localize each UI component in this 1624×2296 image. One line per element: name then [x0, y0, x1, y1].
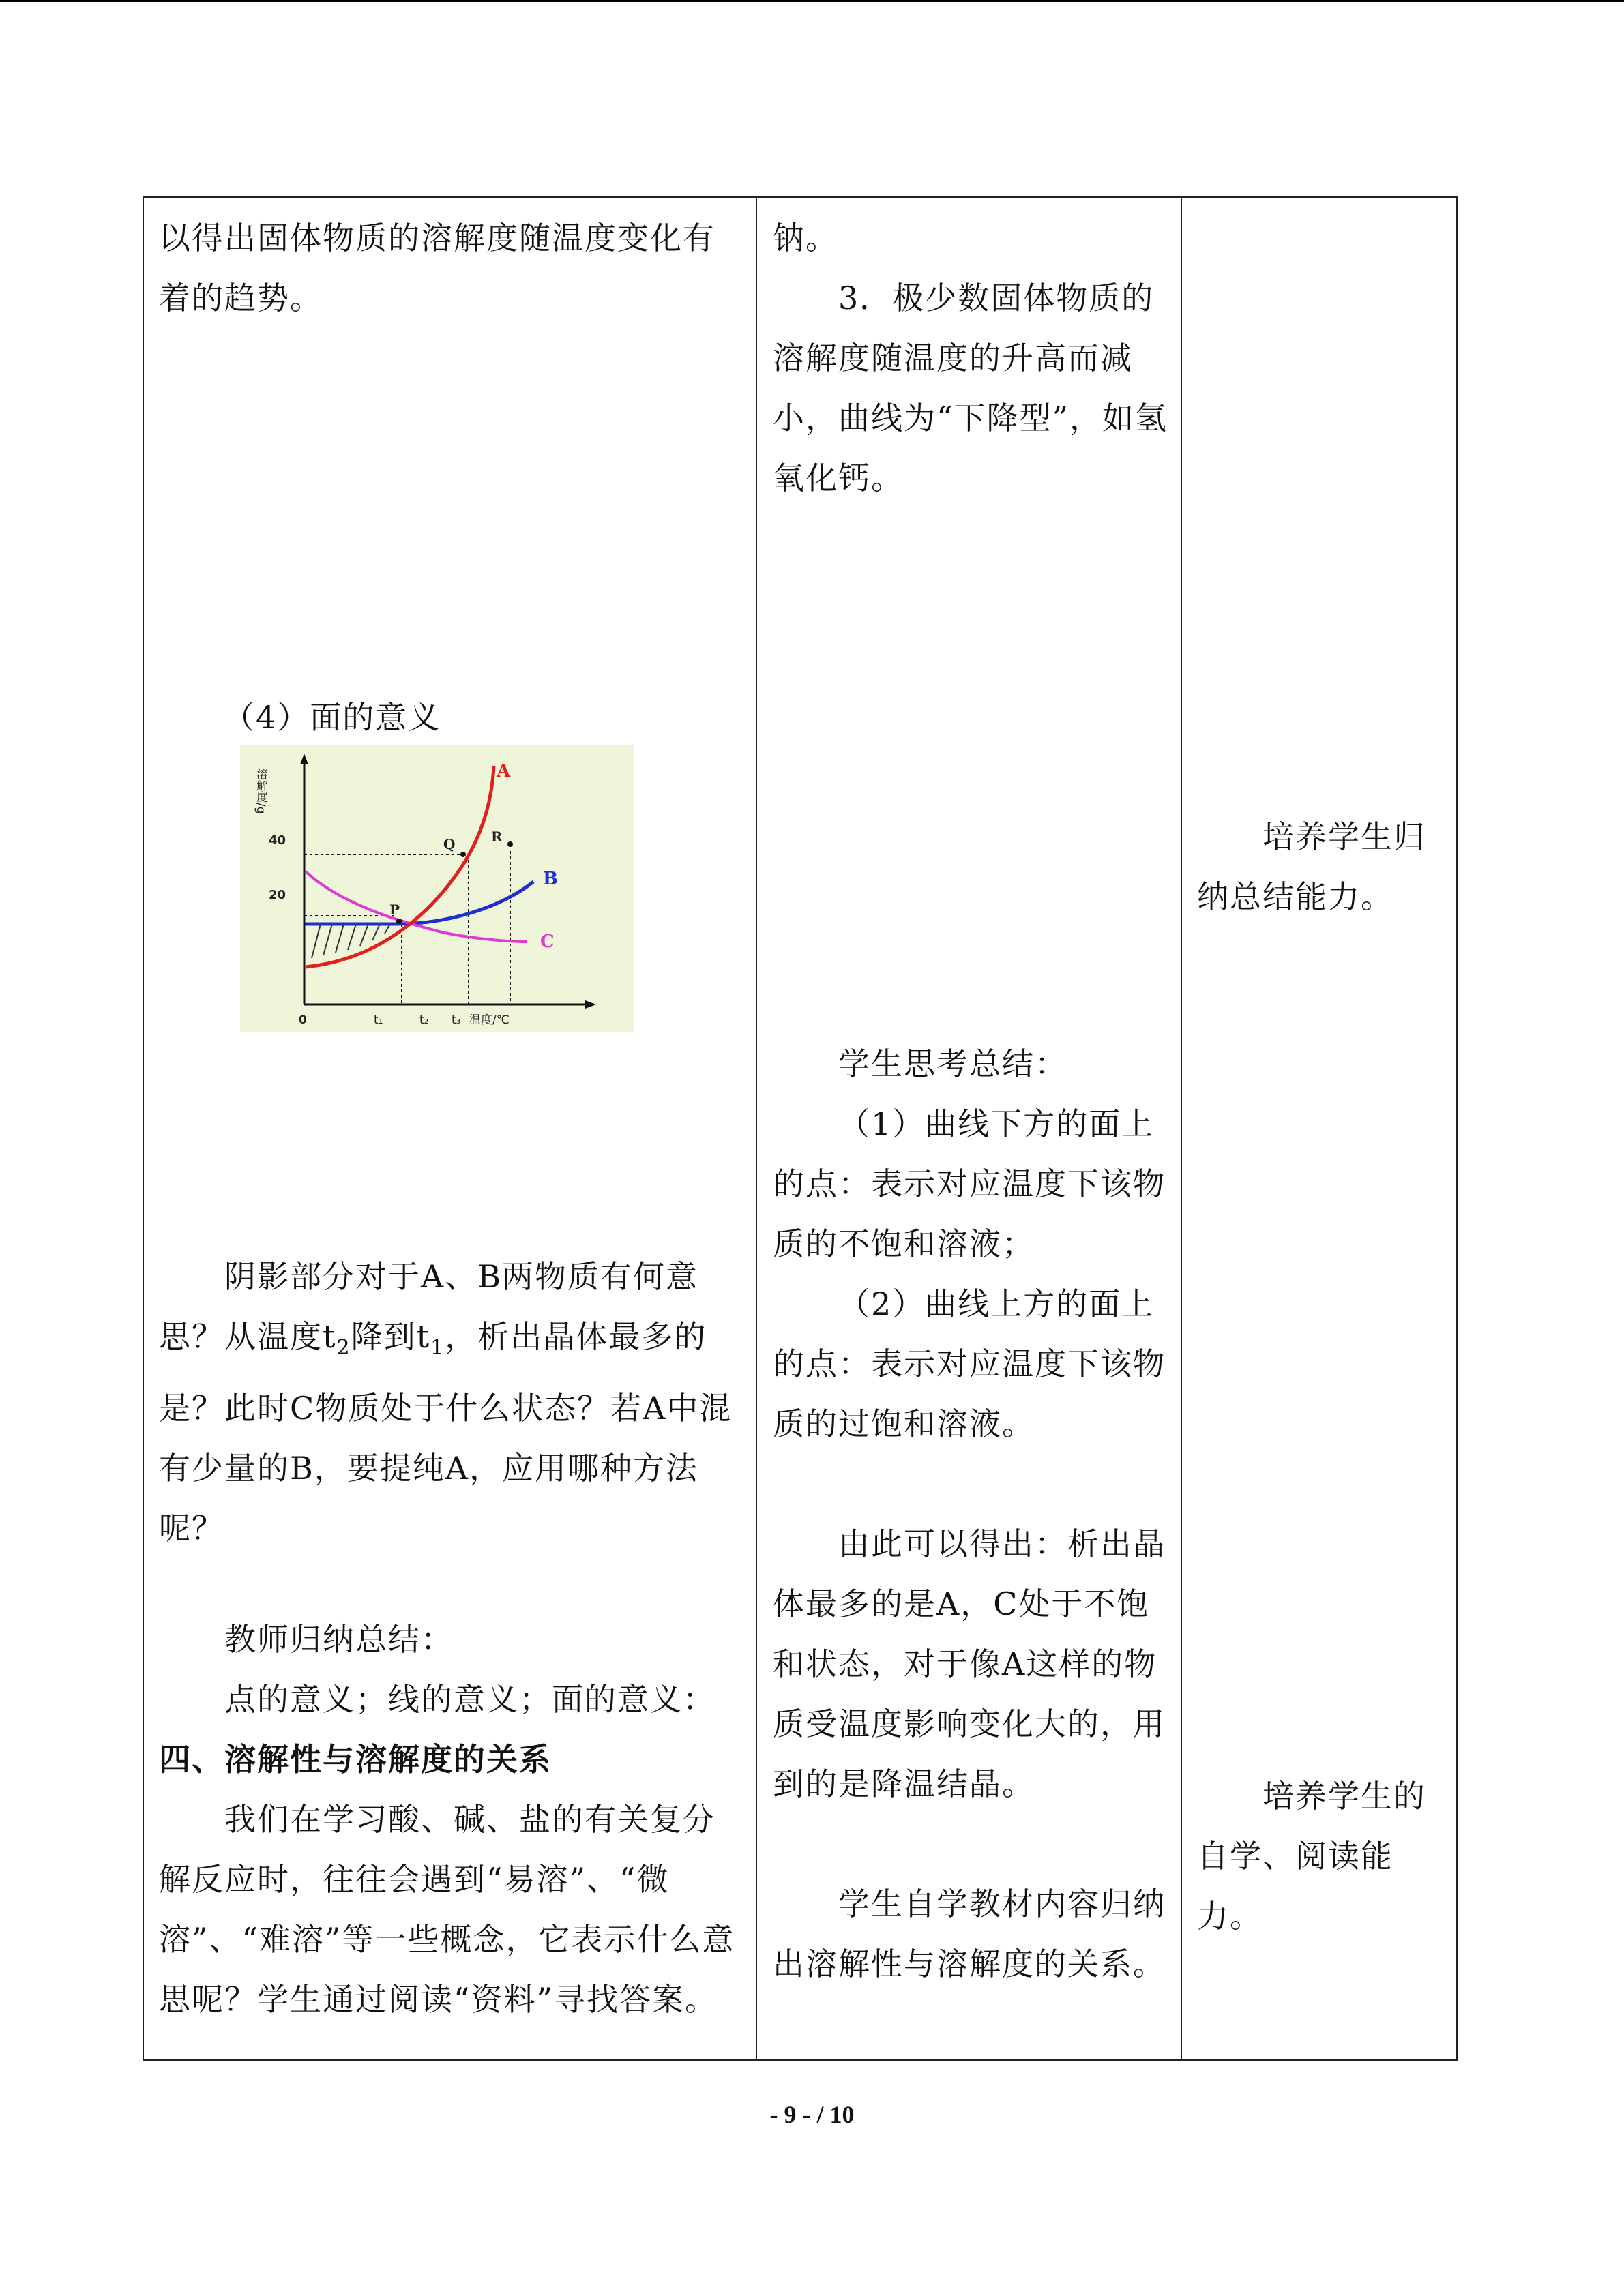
paragraph: 由此可以得出：析出晶体最多的是A，C处于不饱和状态，对于像A这样的物质受温度影响变化大的，用到的是降温结晶。: [773, 1525, 1166, 1802]
point-r: [507, 841, 513, 847]
paragraph: 培养学生的自学、阅读能力。: [1197, 1778, 1426, 1935]
lesson-table: [143, 196, 1458, 2061]
question-paragraph: [159, 1247, 747, 1558]
point-p: [396, 919, 402, 924]
question-text: 降到t: [351, 1318, 431, 1355]
design-intent-column: [1182, 198, 1459, 2059]
question-text: 阴影部分对于A、B两物质有何意思？从温度t: [159, 1258, 699, 1355]
x-tick-label: t₃: [452, 1013, 461, 1027]
point-label: R: [491, 829, 503, 845]
paragraph: 我们在学习酸、碱、盐的有关复分解反应时，往往会遇到“易溶”、“微溶”、“难溶”等一些概念，它表示什么意思呢？学生通过阅读“资料”寻找答案。: [159, 1801, 735, 2018]
paragraph: 3．极少数固体物质的溶解度随温度的升高而减小，曲线为“下降型”，如氢氧化钙。: [773, 280, 1168, 496]
paragraph: 点的意义；线的意义；面的意义：: [224, 1681, 715, 1718]
paragraph: 学生思考总结：: [838, 1045, 1067, 1082]
point-label: P: [389, 901, 400, 918]
series-label-b: B: [543, 869, 558, 889]
student-activity-column: [757, 198, 1181, 2059]
x-tick-label: t₂: [419, 1013, 429, 1027]
x-tick-label: 0: [299, 1013, 307, 1027]
x-tick-label: t₁: [374, 1013, 383, 1027]
subscript: 1: [430, 1336, 445, 1360]
y-tick-label: 40: [269, 833, 286, 848]
series-label-a: A: [497, 761, 511, 781]
series-label-c: C: [540, 931, 555, 952]
section-subtitle: （4）面的意义: [223, 699, 441, 736]
point-label: Q: [443, 836, 456, 852]
subscript: 2: [336, 1336, 351, 1360]
paragraph: 钠。: [773, 220, 838, 256]
y-axis-label: 溶解度/g: [254, 768, 267, 814]
paragraph: （2）曲线上方的面上的点：表示对应温度下该物质的过饱和溶液。: [773, 1285, 1166, 1442]
top-border-line: [0, 0, 1624, 2]
solubility-chart: [240, 745, 634, 1032]
chart-background: [240, 745, 634, 1032]
teacher-activity-column: [144, 198, 756, 2059]
paragraph: 教师归纳总结：: [224, 1621, 454, 1658]
section-heading: 四、溶解性与溶解度的关系: [159, 1741, 552, 1778]
question-text: ，析出晶体最多的是？此时C物质处于什么状态？若A中混有少量的B，要提纯A，应用哪种方法呢？: [159, 1318, 733, 1547]
page-number: - 9 - / 10: [769, 2101, 855, 2128]
paragraph: 以得出固体物质的溶解度随温度变化有着的趋势。: [159, 220, 715, 316]
paragraph: 培养学生归纳总结能力。: [1197, 818, 1426, 915]
paragraph: （1）曲线下方的面上的点：表示对应温度下该物质的不饱和溶液；: [773, 1105, 1166, 1262]
y-tick-label: 20: [269, 888, 286, 902]
paragraph: 学生自学教材内容归纳出溶解性与溶解度的关系。: [773, 1885, 1166, 1982]
point-q: [460, 852, 466, 857]
x-axis-label: 温度/℃: [469, 1013, 510, 1027]
